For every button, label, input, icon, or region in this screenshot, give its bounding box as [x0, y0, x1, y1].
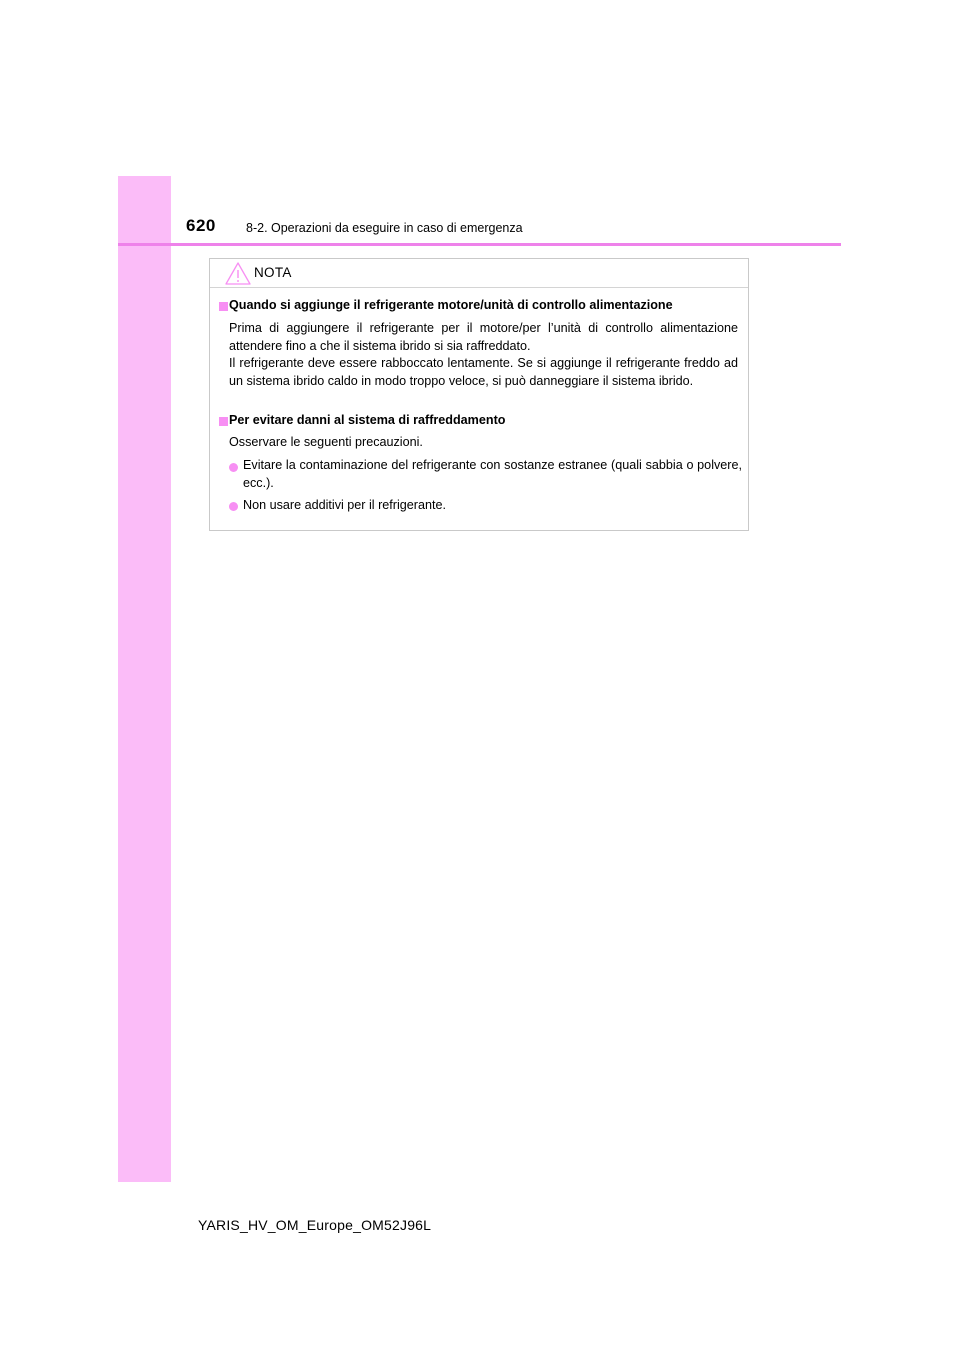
square-bullet-icon	[219, 417, 228, 426]
square-bullet-icon	[219, 302, 228, 311]
round-bullet-icon	[229, 463, 238, 472]
section-1-paragraph-2: Il refrigerante deve essere rabboccato lentamente. Se si aggiunge il refrigerante freddo ad un sistema ibrido caldo in modo troppo veloce, si può danneggiare il sistema ibrido.	[229, 356, 738, 388]
bullet-item-2: Non usare additivi per il refrigerante.	[243, 498, 447, 512]
note-header	[210, 259, 748, 288]
bullet-item-1: Evitare la contaminazione del refrigerante con sostanze estranee (quali sabbia o polvere, ecc.).	[243, 458, 742, 490]
section-heading-2: Per evitare danni al sistema di raffreddamento	[229, 413, 506, 427]
section-title: 8-2. Operazioni da eseguire in caso di emergenza	[246, 221, 523, 235]
warning-triangle-icon	[224, 261, 252, 286]
page-number: 620	[186, 216, 216, 235]
note-box	[209, 258, 749, 531]
header-rule	[118, 243, 841, 246]
section-2-intro: Osservare le seguenti precauzioni.	[229, 435, 423, 449]
section-heading-1: Quando si aggiunge il refrigerante motore/unità di controllo alimentazione	[229, 298, 673, 312]
section-1-paragraph-1: Prima di aggiungere il refrigerante per il motore/per l’unità di controllo alimentazione attendere fino a che il sistema ibrido si sia raffreddato.	[229, 321, 738, 353]
footer-doc-code: YARIS_HV_OM_Europe_OM52J96L	[198, 1217, 432, 1233]
side-color-band	[118, 176, 171, 1182]
round-bullet-icon	[229, 502, 238, 511]
note-label: NOTA	[254, 265, 292, 280]
